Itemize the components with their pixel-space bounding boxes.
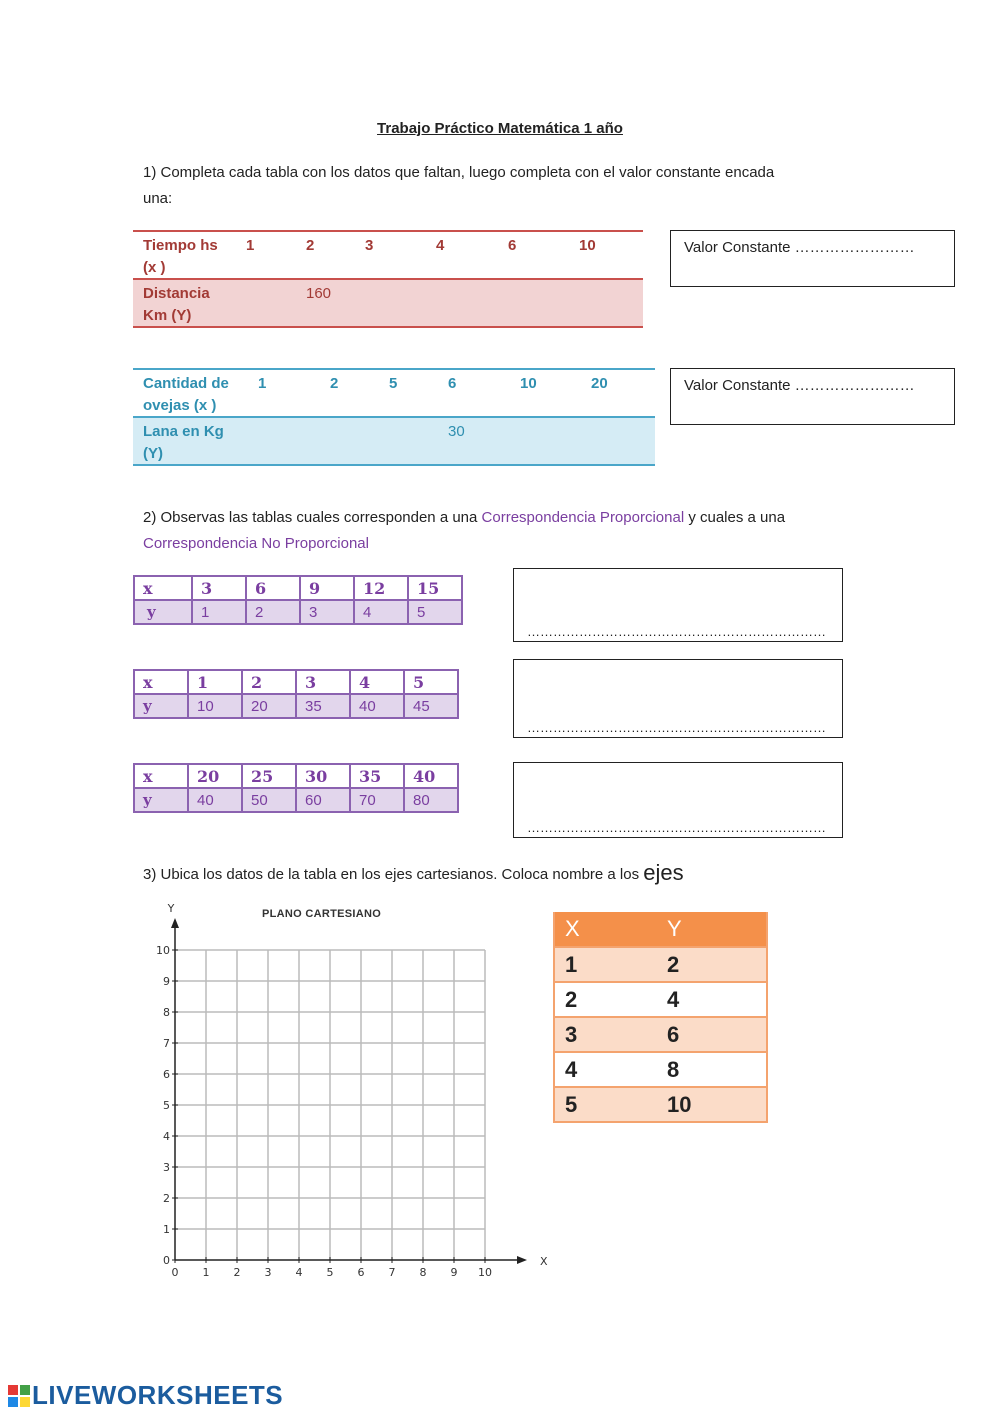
x-label: x	[134, 576, 192, 600]
answer-line: ……………………………………………………………	[527, 624, 826, 639]
x-cell: 3	[192, 576, 246, 600]
distance-label-line1: Distancia	[143, 285, 210, 302]
table-row	[554, 947, 767, 982]
x-cell: 30	[296, 764, 350, 788]
q3-text-big: ejes	[643, 860, 684, 885]
y-tick-label: 10	[156, 944, 170, 957]
table-row	[134, 600, 462, 624]
distance-label-line2: Km (Y)	[143, 307, 192, 324]
y-cell: 2	[246, 600, 300, 624]
question-1-line2: una:	[143, 190, 173, 207]
x-value: 1	[554, 947, 657, 982]
time-cell: 1	[246, 237, 255, 254]
y-axis-label: Y	[167, 902, 175, 915]
x-tick-label: 3	[264, 1266, 272, 1279]
wool-known-value: 30	[448, 423, 465, 440]
x-cell: 15	[408, 576, 462, 600]
proportion-table-3	[133, 763, 459, 813]
question-1-text	[143, 160, 903, 212]
sheep-cell: 20	[591, 375, 608, 392]
y-tick-label: 9	[163, 975, 170, 988]
x-label: x	[134, 670, 188, 694]
constant-label: Valor Constante ……………………	[684, 239, 915, 256]
x-tick-label: 4	[295, 1266, 303, 1279]
time-distance-table	[133, 230, 643, 328]
distance-known-value: 160	[306, 285, 332, 302]
q3-text: 3) Ubica los datos de la tabla en los ejes cartesianos. Coloca nombre a los	[143, 866, 640, 883]
x-cell: 25	[242, 764, 296, 788]
q2-text-part1: 2) Observas las tablas cuales corresponden a una	[143, 509, 482, 526]
sheep-label-line1: Cantidad de	[143, 375, 229, 392]
y-label: y	[134, 788, 188, 812]
y-cell: 45	[404, 694, 458, 718]
logo-text: LIVEWORKSHEETS	[32, 1380, 284, 1410]
tick-labels	[156, 902, 548, 1279]
sheep-row-label	[143, 373, 229, 417]
time-cell: 2	[306, 237, 315, 254]
x-tick-label: 0	[171, 1266, 179, 1279]
axes	[171, 918, 527, 1264]
x-cell: 9	[300, 576, 354, 600]
y-cell: 5	[408, 600, 462, 624]
answer-line: ……………………………………………………………	[527, 820, 826, 835]
y-value: 4	[657, 982, 767, 1017]
question-2-line1	[143, 505, 903, 531]
y-cell: 70	[350, 788, 404, 812]
y-tick-label: 3	[163, 1161, 170, 1174]
x-cell: 4	[350, 670, 404, 694]
table-row	[134, 576, 462, 600]
time-cell: 6	[508, 237, 517, 254]
y-cell: 50	[242, 788, 296, 812]
proportion-table-2	[133, 669, 459, 719]
non-proportional-term: Correspondencia No Proporcional	[143, 535, 369, 552]
x-cell: 35	[350, 764, 404, 788]
answer-line: ……………………………………………………………	[527, 720, 826, 735]
xy-data-table	[553, 912, 768, 1123]
x-cell: 6	[246, 576, 300, 600]
x-tick-label: 8	[419, 1266, 427, 1279]
q2-text-part2: y cuales a una	[684, 509, 786, 526]
constant-answer-box-2[interactable]	[670, 368, 955, 425]
x-cell: 1	[188, 670, 242, 694]
y-cell: 3	[300, 600, 354, 624]
logo-icon	[8, 1385, 30, 1407]
x-label: x	[134, 764, 188, 788]
y-value: 6	[657, 1017, 767, 1052]
y-label: y	[134, 600, 192, 624]
answer-box-3[interactable]	[513, 762, 843, 838]
x-cell: 20	[188, 764, 242, 788]
time-label-line2: (x )	[143, 259, 166, 276]
y-value: 8	[657, 1052, 767, 1087]
x-tick-label: 5	[326, 1266, 334, 1279]
y-tick-label: 2	[163, 1192, 170, 1205]
constant-answer-box-1[interactable]	[670, 230, 955, 287]
sheep-cell: 5	[389, 375, 398, 392]
table-row	[134, 694, 458, 718]
y-tick-label: 0	[163, 1254, 170, 1267]
y-tick-label: 6	[163, 1068, 170, 1081]
x-value: 4	[554, 1052, 657, 1087]
table-row	[554, 982, 767, 1017]
wool-label-line2: (Y)	[143, 445, 163, 462]
y-tick-label: 8	[163, 1006, 170, 1019]
proportional-term: Correspondencia Proporcional	[481, 509, 685, 526]
x-cell: 2	[242, 670, 296, 694]
y-value: 2	[657, 947, 767, 982]
y-cell: 40	[188, 788, 242, 812]
x-tick-label: 6	[357, 1266, 365, 1279]
time-cell: 3	[365, 237, 374, 254]
header-x: X	[554, 912, 657, 947]
sheep-cell: 6	[448, 375, 457, 392]
x-cell: 3	[296, 670, 350, 694]
y-cell: 35	[296, 694, 350, 718]
time-row-label	[143, 235, 218, 279]
y-tick-label: 7	[163, 1037, 170, 1050]
x-tick-label: 10	[478, 1266, 492, 1279]
x-axis-arrow	[517, 1256, 527, 1264]
x-tick-label: 7	[388, 1266, 396, 1279]
table-row	[554, 1052, 767, 1087]
wool-row-label	[143, 421, 224, 465]
x-tick-label: 1	[202, 1266, 210, 1279]
sheep-label-line2: ovejas (x )	[143, 397, 217, 414]
header-y: Y	[657, 912, 767, 947]
proportion-table-1	[133, 575, 463, 625]
y-axis-arrow	[171, 918, 179, 928]
y-label: y	[134, 694, 188, 718]
y-cell: 80	[404, 788, 458, 812]
grid-lines	[175, 950, 485, 1260]
distance-row	[133, 280, 643, 328]
sheep-cell: 10	[520, 375, 537, 392]
distance-row-label	[143, 283, 210, 327]
table-row	[134, 764, 458, 788]
time-cell: 4	[436, 237, 445, 254]
wool-label-line1: Lana en Kg	[143, 423, 224, 440]
time-cell: 10	[579, 237, 596, 254]
y-cell: 10	[188, 694, 242, 718]
sheep-cell: 2	[330, 375, 339, 392]
x-tick-label: 2	[233, 1266, 241, 1279]
x-tick-label: 9	[450, 1266, 458, 1279]
table-row	[134, 788, 458, 812]
x-value: 2	[554, 982, 657, 1017]
x-cell: 5	[404, 670, 458, 694]
y-cell: 40	[350, 694, 404, 718]
x-axis-label: X	[540, 1255, 548, 1268]
time-label-line1: Tiempo hs	[143, 237, 218, 254]
table-row	[554, 1087, 767, 1122]
y-cell: 4	[354, 600, 408, 624]
page-title: Trabajo Práctico Matemática 1 año	[377, 120, 623, 137]
constant-label: Valor Constante ……………………	[684, 377, 915, 394]
sheep-wool-table	[133, 368, 655, 466]
answer-box-1[interactable]	[513, 568, 843, 642]
y-value: 10	[657, 1087, 767, 1122]
answer-box-2[interactable]	[513, 659, 843, 738]
question-3-text	[143, 860, 684, 886]
y-tick-label: 1	[163, 1223, 170, 1236]
y-cell: 60	[296, 788, 350, 812]
x-cell: 40	[404, 764, 458, 788]
y-cell: 1	[192, 600, 246, 624]
table-header-row	[554, 912, 767, 947]
table-row	[554, 1017, 767, 1052]
y-tick-label: 4	[163, 1130, 170, 1143]
question-1-line1: 1) Completa cada tabla con los datos que faltan, luego completa con el valor constante encada	[143, 164, 775, 181]
y-cell: 20	[242, 694, 296, 718]
liveworksheets-logo	[8, 1380, 283, 1411]
sheep-cell: 1	[258, 375, 267, 392]
wool-row	[133, 418, 655, 466]
x-cell: 12	[354, 576, 408, 600]
y-tick-label: 5	[163, 1099, 170, 1112]
sheep-row	[133, 368, 655, 418]
x-value: 3	[554, 1017, 657, 1052]
table-row	[134, 670, 458, 694]
plane-title: PLANO CARTESIANO	[262, 908, 382, 920]
time-row	[133, 230, 643, 280]
x-value: 5	[554, 1087, 657, 1122]
question-2-text	[143, 505, 903, 557]
